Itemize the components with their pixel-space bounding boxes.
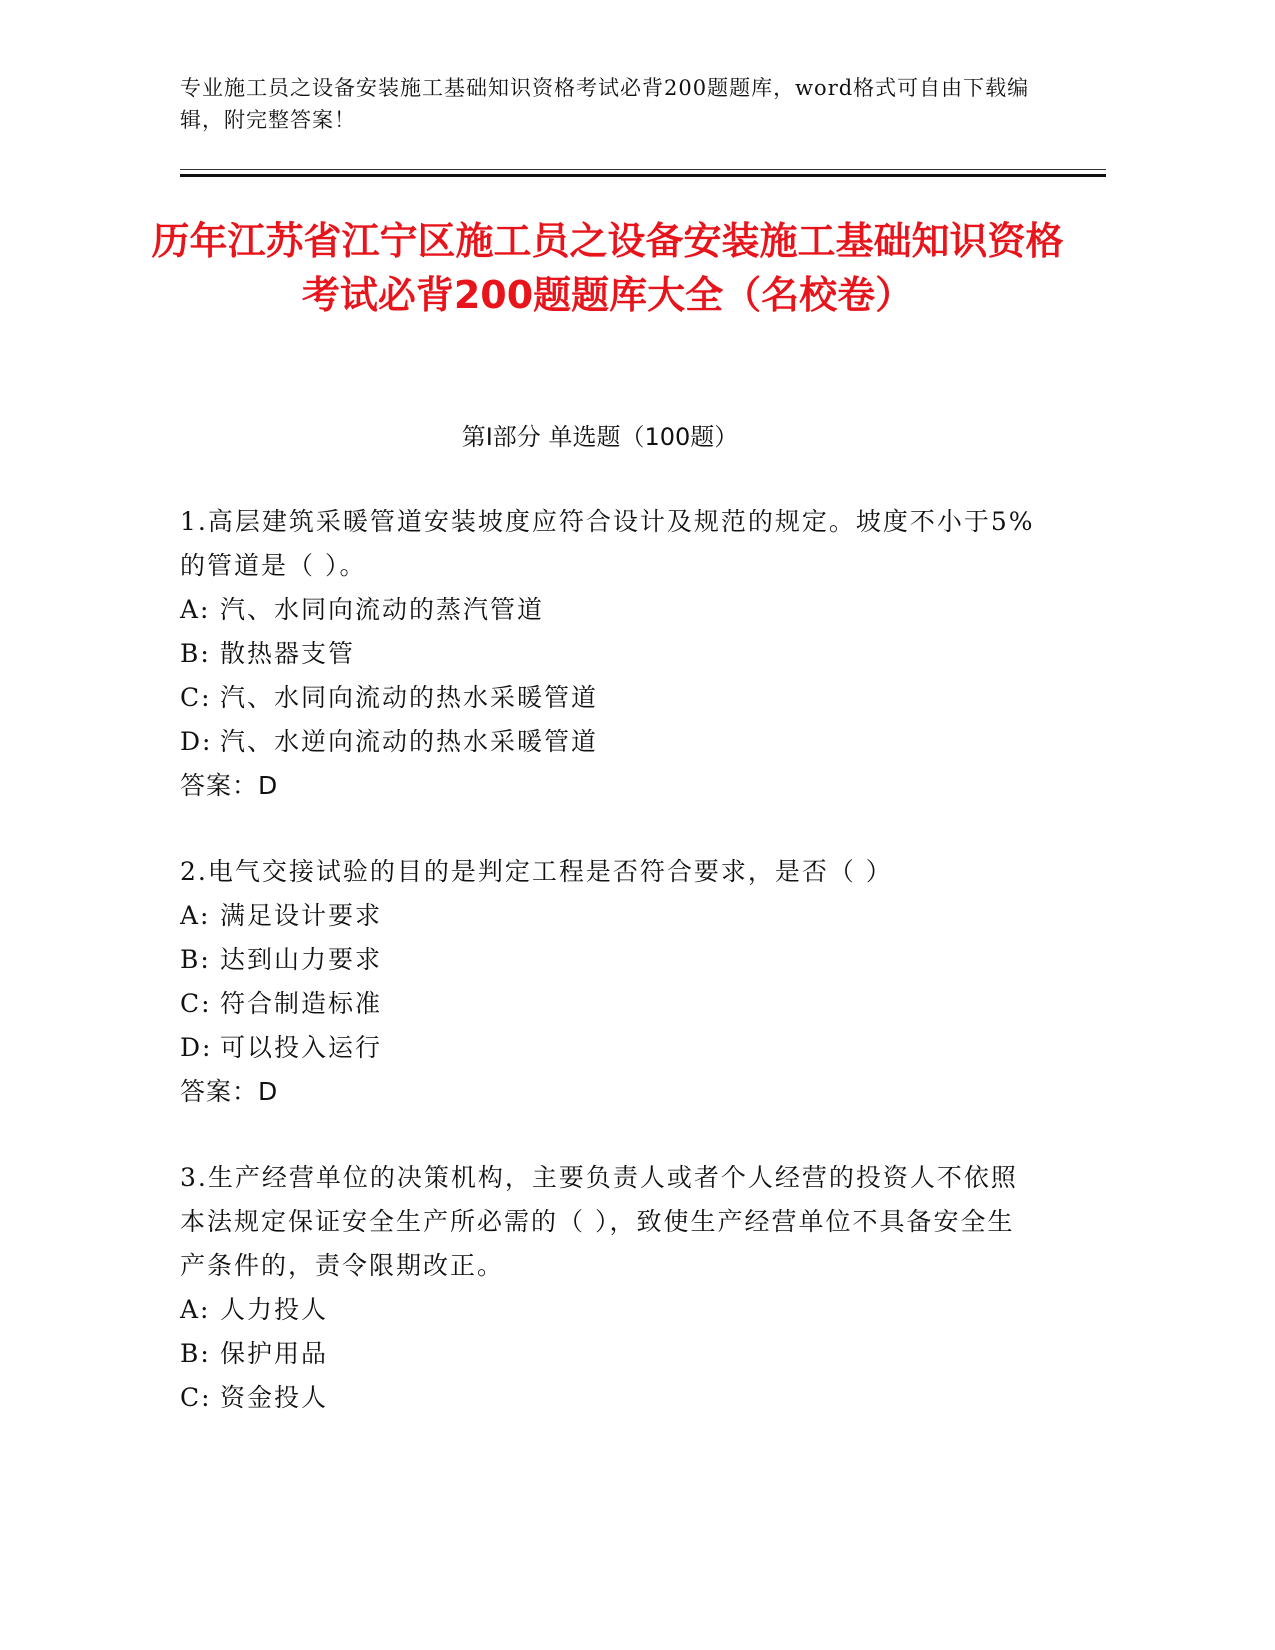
option-d [180, 720, 1040, 764]
option-text: 散热器支管 [220, 639, 356, 668]
option-text: 符合制造标准 [220, 989, 383, 1018]
option-b [180, 1332, 1040, 1376]
question-stem: 1.高层建筑采暖管道安装坡度应符合设计及规范的规定。坡度不小于5%的管道是（ ）。 [180, 507, 1035, 580]
option-text: 人力投人 [220, 1295, 329, 1324]
option-text: 达到山力要求 [220, 945, 383, 974]
header-note: 专业施工员之设备安装施工基础知识资格考试必背200题题库，word格式可自由下载编辑，附完整答案！ [180, 76, 1030, 132]
option-text: 资金投人 [220, 1383, 329, 1412]
option-c [180, 1376, 1040, 1420]
option-text: 保护用品 [220, 1339, 329, 1368]
header-divider-thin [180, 169, 1106, 170]
option-key: C: [180, 683, 212, 712]
question-3 [180, 1156, 1040, 1420]
option-a [180, 1288, 1040, 1332]
option-b [180, 632, 1040, 676]
option-key: A: [180, 595, 211, 624]
option-b [180, 938, 1040, 982]
question-2 [180, 850, 1040, 1114]
section-title: 第Ⅰ部分 单选题（100题） [461, 423, 739, 451]
document-title: 历年江苏省江宁区施工员之设备安装施工基础知识资格考试必背200题题库大全（名校卷） [151, 219, 1064, 317]
option-key: C: [180, 989, 212, 1018]
option-text: 满足设计要求 [220, 901, 383, 930]
option-c [180, 982, 1040, 1026]
option-c [180, 676, 1040, 720]
option-text: 可以投入运行 [220, 1033, 383, 1062]
option-key: B: [180, 639, 211, 668]
option-key: B: [180, 1339, 211, 1368]
option-text: 汽、水同向流动的热水采暖管道 [220, 683, 599, 712]
option-key: C: [180, 1383, 212, 1412]
option-key: D: [180, 1033, 213, 1062]
question-1 [180, 500, 1040, 808]
option-d [180, 1026, 1040, 1070]
option-key: A: [180, 1295, 211, 1324]
question-stem: 2.电气交接试验的目的是判定工程是否符合要求，是否（ ） [180, 857, 893, 886]
answer: 答案：D [180, 1077, 279, 1106]
option-text: 汽、水逆向流动的热水采暖管道 [220, 727, 599, 756]
option-key: D: [180, 727, 213, 756]
option-key: A: [180, 901, 211, 930]
header-divider-thick [180, 174, 1106, 177]
question-stem: 3.生产经营单位的决策机构，主要负责人或者个人经营的投资人不依照本法规定保证安全生产所必需的（ ），致使生产经营单位不具备安全生产条件的，责令限期改正。 [180, 1163, 1018, 1280]
option-a [180, 588, 1040, 632]
option-key: B: [180, 945, 211, 974]
option-a [180, 894, 1040, 938]
answer: 答案：D [180, 771, 279, 800]
option-text: 汽、水同向流动的蒸汽管道 [220, 595, 545, 624]
